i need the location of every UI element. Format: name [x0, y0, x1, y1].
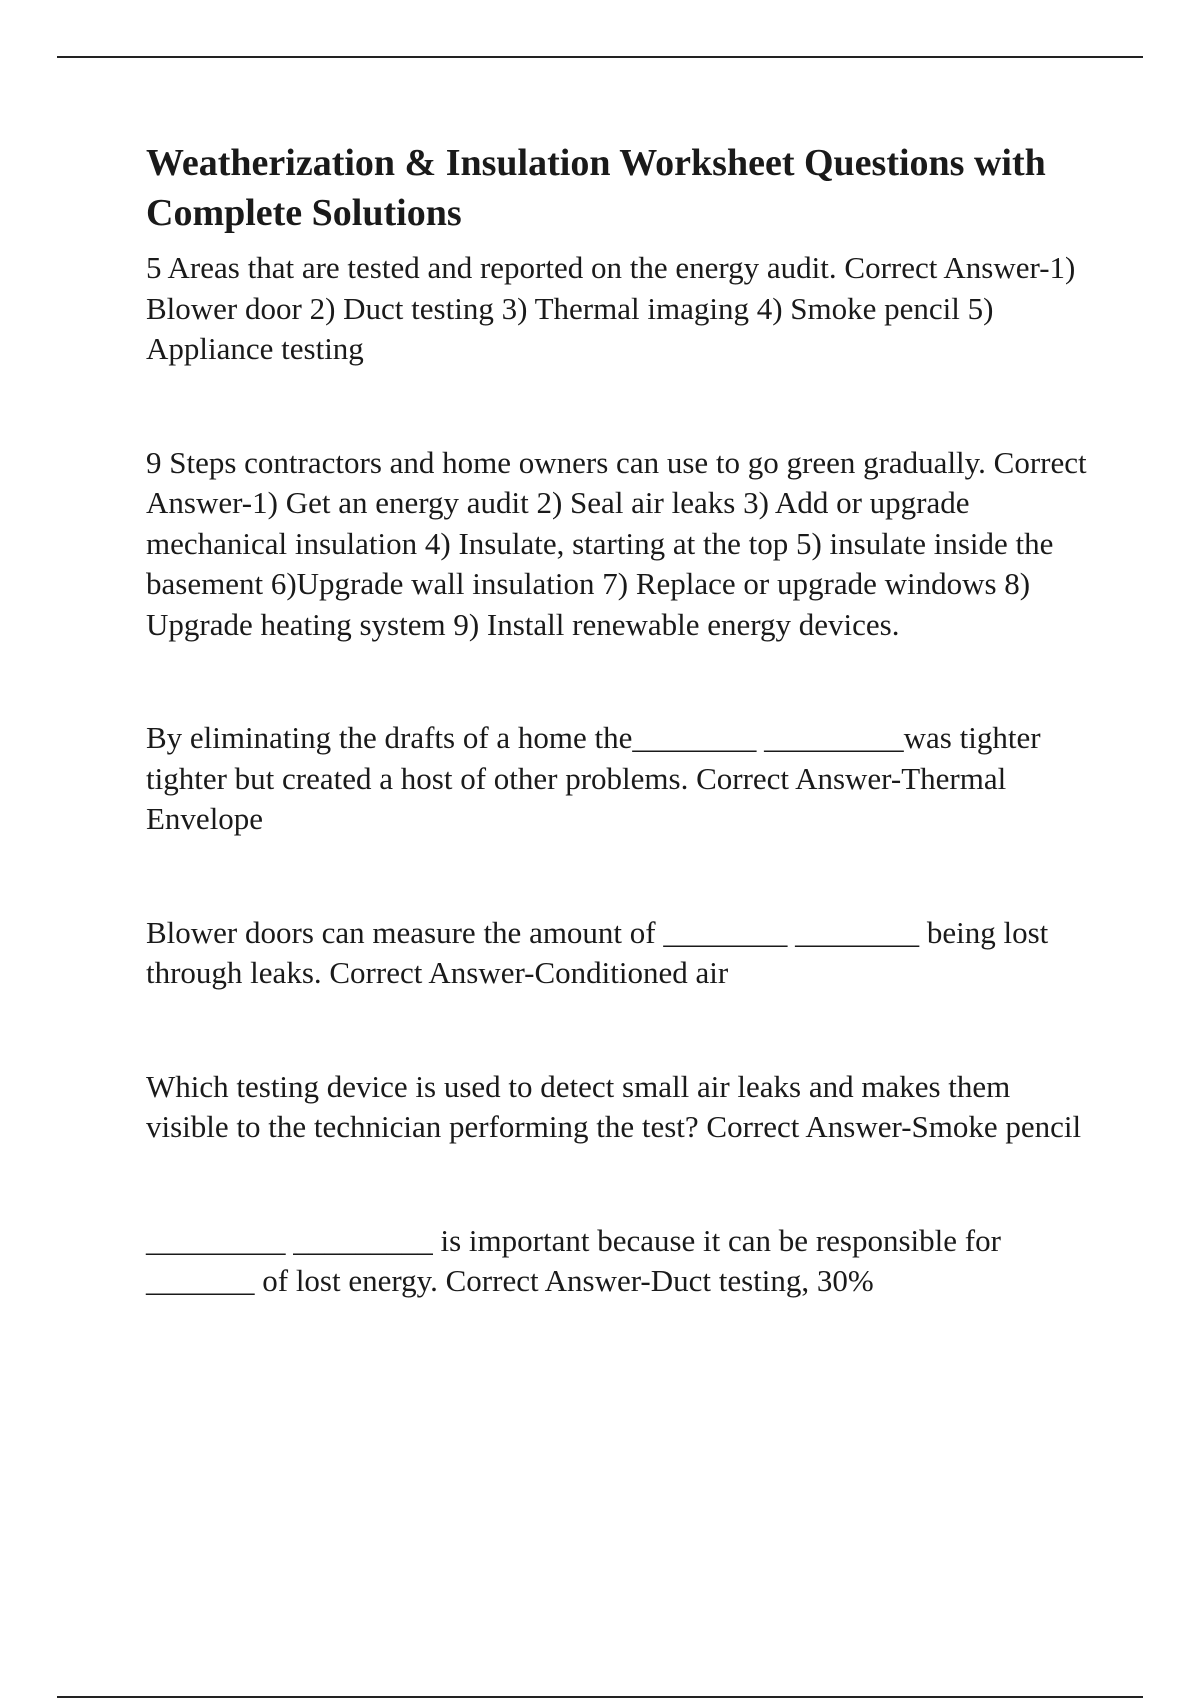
qa-item: 9 Steps contractors and home owners can use to go green gradually. Correct Answer-1) Get an energy audit 2) Seal air leaks 3) Add or upgrade mechanical insulation 4) Insulate, starting at the top 5) insulate inside the basement 6)Upgrade wall insulation 7) Replace or upgrade windows 8) Upgrade heating system 9) Install renewable energy devices. — [146, 444, 1093, 642]
qa-item: Blower doors can measure the amount of ________ ________ being lost through leaks. Correct Answer-Conditioned air — [146, 914, 1057, 990]
document-title: Weatherization & Insulation Worksheet Questions with Complete Solutions — [146, 142, 1046, 234]
qa-item: 5 Areas that are tested and reported on the energy audit. Correct Answer-1) Blower door 2) Duct testing 3) Thermal imaging 4) Smoke pencil 5) Appliance testing — [146, 250, 1084, 366]
qa-item: By eliminating the drafts of a home the________ _________was tighter tighter but created a host of other problems. Correct Answer-Thermal Envelope — [146, 720, 1049, 836]
footer-rule — [57, 1696, 1143, 1698]
document-body — [146, 138, 1096, 1302]
qa-item: Which testing device is used to detect small air leaks and makes them visible to the technician performing the test? Correct Answer-Smoke pencil — [146, 1068, 1082, 1144]
header-rule — [57, 56, 1143, 58]
qa-item: _________ _________ is important because it can be responsible for _______ of lost energy. Correct Answer-Duct testing, 30% — [146, 1222, 1009, 1298]
